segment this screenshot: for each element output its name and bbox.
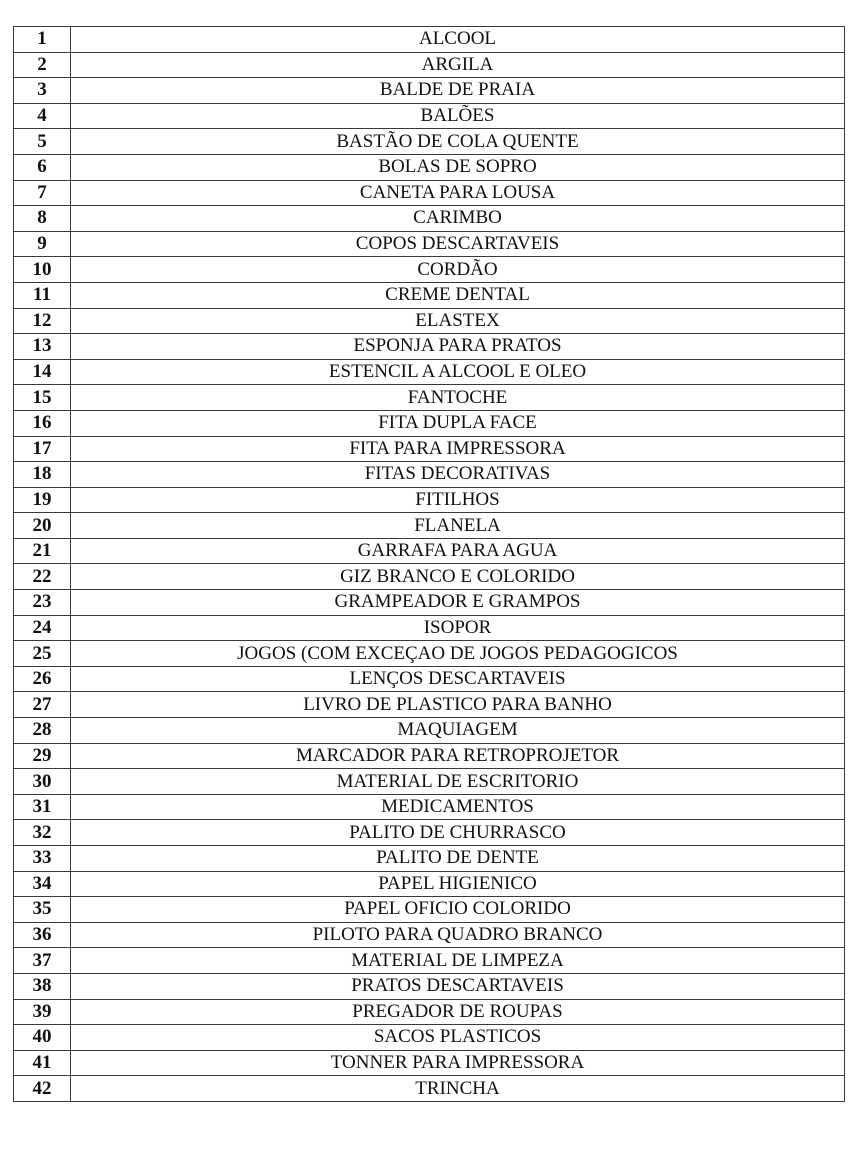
item-number: 23	[14, 590, 71, 616]
item-name: PAPEL HIGIENICO	[71, 871, 845, 897]
item-name: MEDICAMENTOS	[71, 794, 845, 820]
table-row	[14, 78, 845, 104]
item-number: 25	[14, 641, 71, 667]
item-name: PAPEL OFICIO COLORIDO	[71, 897, 845, 923]
item-number: 38	[14, 973, 71, 999]
item-name: JOGOS (COM EXCEÇAO DE JOGOS PEDAGOGICOS	[71, 641, 845, 667]
item-number: 34	[14, 871, 71, 897]
table-row	[14, 538, 845, 564]
items-table-body	[14, 27, 845, 1102]
table-row	[14, 641, 845, 667]
item-name: FITA PARA IMPRESSORA	[71, 436, 845, 462]
item-number: 15	[14, 385, 71, 411]
table-row	[14, 1076, 845, 1102]
item-name: PILOTO PARA QUADRO BRANCO	[71, 922, 845, 948]
item-name: BALDE DE PRAIA	[71, 78, 845, 104]
table-row	[14, 871, 845, 897]
item-number: 32	[14, 820, 71, 846]
table-row	[14, 103, 845, 129]
item-name: GIZ BRANCO E COLORIDO	[71, 564, 845, 590]
item-number: 30	[14, 769, 71, 795]
table-row	[14, 359, 845, 385]
item-name: BOLAS DE SOPRO	[71, 154, 845, 180]
item-name: FANTOCHE	[71, 385, 845, 411]
table-row	[14, 513, 845, 539]
table-row	[14, 718, 845, 744]
item-number: 7	[14, 180, 71, 206]
item-number: 27	[14, 692, 71, 718]
table-row	[14, 1025, 845, 1051]
item-number: 41	[14, 1050, 71, 1076]
item-number: 26	[14, 666, 71, 692]
item-name: ARGILA	[71, 52, 845, 78]
table-row	[14, 769, 845, 795]
table-row	[14, 615, 845, 641]
item-number: 10	[14, 257, 71, 283]
table-row	[14, 692, 845, 718]
item-name: CORDÃO	[71, 257, 845, 283]
table-row	[14, 487, 845, 513]
item-number: 35	[14, 897, 71, 923]
item-number: 24	[14, 615, 71, 641]
table-row	[14, 794, 845, 820]
item-name: BALÕES	[71, 103, 845, 129]
item-number: 6	[14, 154, 71, 180]
item-name: ISOPOR	[71, 615, 845, 641]
item-name: PALITO DE CHURRASCO	[71, 820, 845, 846]
table-row	[14, 206, 845, 232]
item-name: SACOS PLASTICOS	[71, 1025, 845, 1051]
item-number: 37	[14, 948, 71, 974]
item-name: CREME DENTAL	[71, 282, 845, 308]
item-number: 2	[14, 52, 71, 78]
item-number: 36	[14, 922, 71, 948]
table-row	[14, 973, 845, 999]
item-name: TRINCHA	[71, 1076, 845, 1102]
item-number: 29	[14, 743, 71, 769]
item-number: 18	[14, 462, 71, 488]
item-number: 39	[14, 999, 71, 1025]
table-row	[14, 666, 845, 692]
item-name: COPOS DESCARTAVEIS	[71, 231, 845, 257]
table-row	[14, 999, 845, 1025]
item-number: 4	[14, 103, 71, 129]
item-number: 5	[14, 129, 71, 155]
item-name: PRATOS DESCARTAVEIS	[71, 973, 845, 999]
item-number: 12	[14, 308, 71, 334]
table-row	[14, 590, 845, 616]
item-name: FITAS DECORATIVAS	[71, 462, 845, 488]
item-name: CARIMBO	[71, 206, 845, 232]
item-name: PREGADOR DE ROUPAS	[71, 999, 845, 1025]
item-name: FITILHOS	[71, 487, 845, 513]
item-name: PALITO DE DENTE	[71, 846, 845, 872]
item-name: MATERIAL DE LIMPEZA	[71, 948, 845, 974]
item-number: 17	[14, 436, 71, 462]
item-name: ESPONJA PARA PRATOS	[71, 334, 845, 360]
item-name: LIVRO DE PLASTICO PARA BANHO	[71, 692, 845, 718]
item-name: BASTÃO DE COLA QUENTE	[71, 129, 845, 155]
item-number: 22	[14, 564, 71, 590]
table-row	[14, 308, 845, 334]
item-number: 11	[14, 282, 71, 308]
item-number: 19	[14, 487, 71, 513]
table-row	[14, 820, 845, 846]
item-name: MARCADOR PARA RETROPROJETOR	[71, 743, 845, 769]
table-row	[14, 922, 845, 948]
item-name: GRAMPEADOR E GRAMPOS	[71, 590, 845, 616]
item-name: ESTENCIL A ALCOOL E OLEO	[71, 359, 845, 385]
table-row	[14, 231, 845, 257]
item-number: 33	[14, 846, 71, 872]
table-row	[14, 27, 845, 53]
item-name: ELASTEX	[71, 308, 845, 334]
table-row	[14, 334, 845, 360]
table-row	[14, 257, 845, 283]
item-number: 13	[14, 334, 71, 360]
table-row	[14, 436, 845, 462]
item-name: MAQUIAGEM	[71, 718, 845, 744]
item-name: ALCOOL	[71, 27, 845, 53]
table-row	[14, 180, 845, 206]
items-table	[13, 26, 845, 1102]
table-row	[14, 846, 845, 872]
table-row	[14, 282, 845, 308]
table-row	[14, 154, 845, 180]
table-row	[14, 897, 845, 923]
item-number: 42	[14, 1076, 71, 1102]
table-row	[14, 564, 845, 590]
item-number: 8	[14, 206, 71, 232]
table-row	[14, 1050, 845, 1076]
item-name: CANETA PARA LOUSA	[71, 180, 845, 206]
table-row	[14, 385, 845, 411]
item-number: 3	[14, 78, 71, 104]
item-number: 9	[14, 231, 71, 257]
item-number: 20	[14, 513, 71, 539]
table-row	[14, 462, 845, 488]
item-number: 28	[14, 718, 71, 744]
item-number: 1	[14, 27, 71, 53]
table-row	[14, 52, 845, 78]
table-row	[14, 948, 845, 974]
table-row	[14, 410, 845, 436]
item-number: 21	[14, 538, 71, 564]
item-name: GARRAFA PARA AGUA	[71, 538, 845, 564]
item-number: 16	[14, 410, 71, 436]
item-name: FLANELA	[71, 513, 845, 539]
item-name: TONNER PARA IMPRESSORA	[71, 1050, 845, 1076]
item-number: 40	[14, 1025, 71, 1051]
item-number: 31	[14, 794, 71, 820]
table-row	[14, 129, 845, 155]
item-name: FITA DUPLA FACE	[71, 410, 845, 436]
item-name: MATERIAL DE ESCRITORIO	[71, 769, 845, 795]
item-name: LENÇOS DESCARTAVEIS	[71, 666, 845, 692]
table-row	[14, 743, 845, 769]
item-number: 14	[14, 359, 71, 385]
